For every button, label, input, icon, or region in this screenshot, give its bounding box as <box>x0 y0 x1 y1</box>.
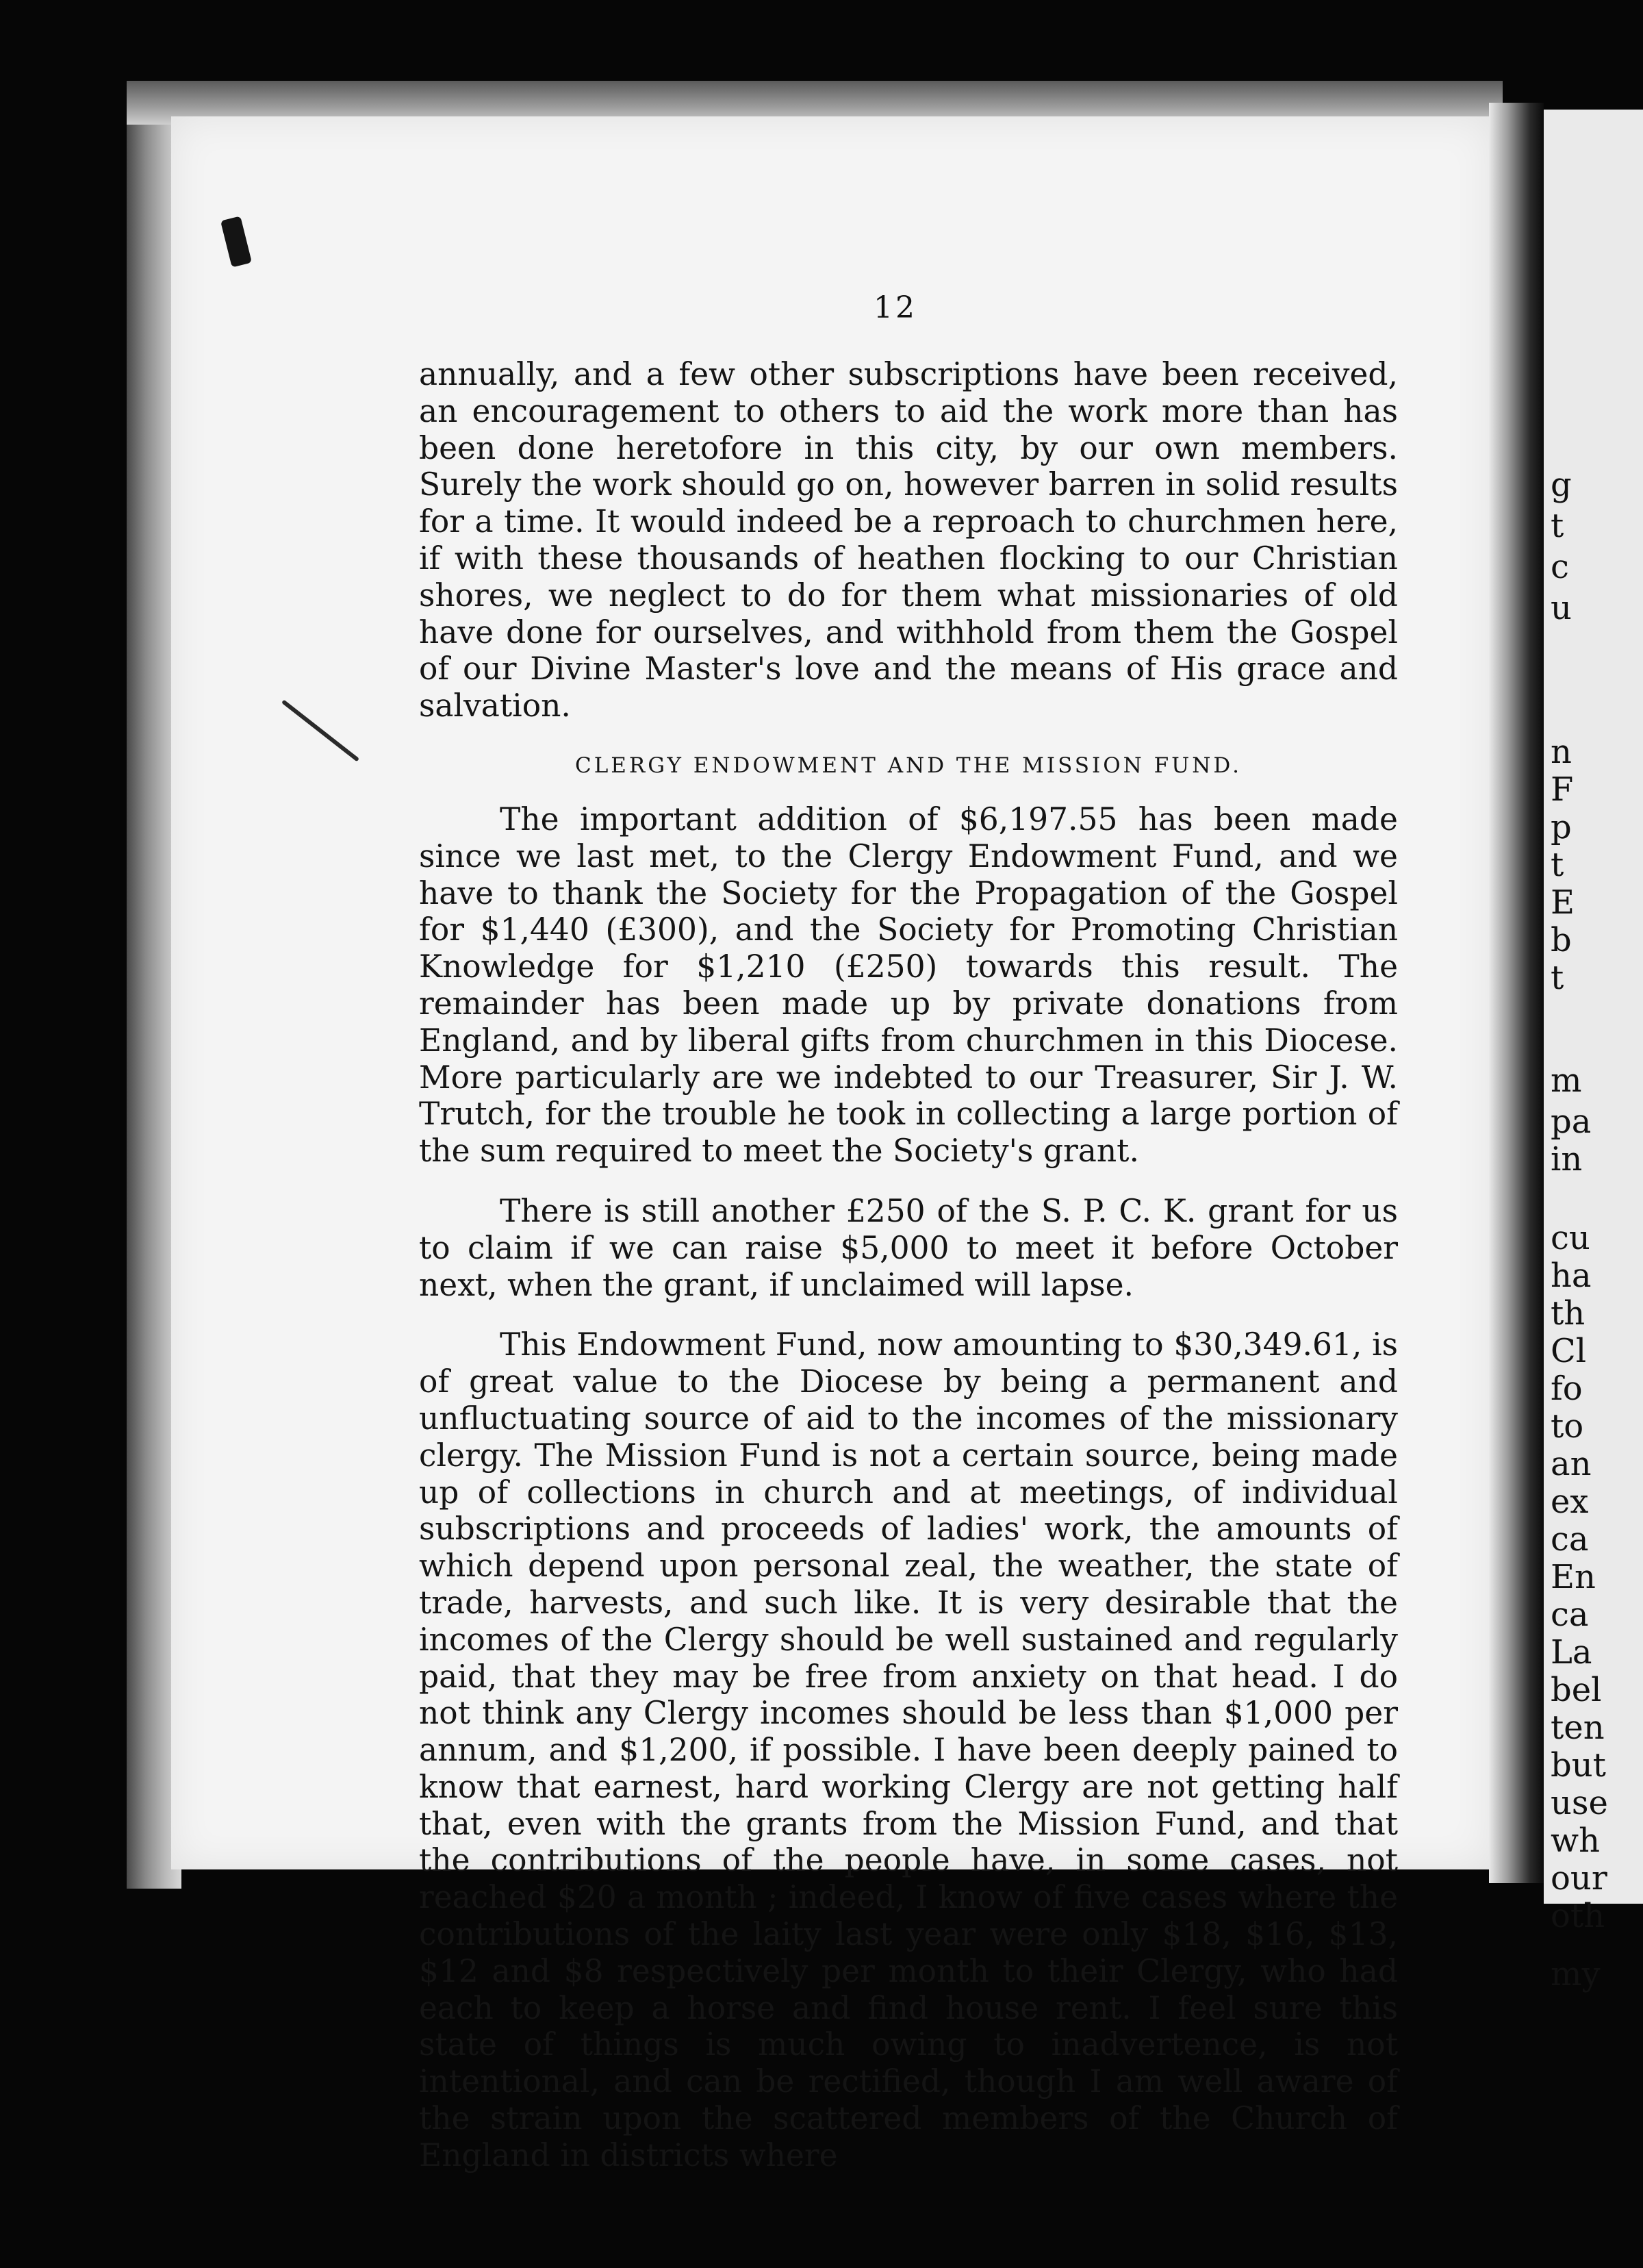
facing-page-fragment: t <box>1551 959 1564 997</box>
facing-page-fragment: cu <box>1551 1219 1590 1257</box>
facing-page-fragment: but <box>1551 1746 1606 1785</box>
facing-page-fragment: ex <box>1551 1483 1589 1521</box>
facing-page-fragment: ha <box>1551 1257 1592 1295</box>
paragraph: This Endowment Fund, now amounting to $30,349.61, is of great value to the Diocese by being a permanent and unfluctuating source of aid to the incomes of the missionary clergy. The Mission Fund is not a certain source, being made up of collections in church and at meetings, of individual subscriptions and proceeds of ladies' work, the amounts of which depend upon personal zeal, the weather, the state of trade, harvests, and such like. It is very desirable that the incomes of the Clergy should be well sustained and regularly paid, that they may be free from anxiety on that head. I do not think any Clergy incomes should be less than $1,000 per annum, and $1,200, if possible. I have been deeply pained to know that earnest, hard working Clergy are not getting half that, even with the grants from the Mission Fund, and that the contributions of the people have, in some cases, not reached $20 a month ; indeed, I know of five cases where the contributions of the laity last year were only $18, $16, $13, $12 and $8 respectively per month to their Clergy, who had each to keep a horse and find house rent. I feel sure this state of things is much owing to inadvertence, is not intentional, and can be rectified, though I am well aware of the strain upon the scattered members of the Church of England in districts where <box>419 1326 1398 2174</box>
facing-page-fragment: b <box>1551 921 1572 959</box>
facing-page-fragment: to <box>1551 1407 1584 1446</box>
facing-page-fragment: La <box>1551 1633 1592 1672</box>
facing-page-fragment: fo <box>1551 1370 1583 1408</box>
section-heading: CLERGY ENDOWMENT AND THE MISSION FUND. <box>574 753 1243 778</box>
facing-page-edge <box>1544 110 1643 1993</box>
page-text <box>419 356 1398 2174</box>
facing-page-fragment: ca <box>1551 1520 1589 1559</box>
facing-page-fragment: g <box>1551 466 1572 504</box>
paragraph: The important addition of $6,197.55 has been made since we last met, to the Clergy Endowment Fund, and we have to thank the Society for the Propagation of the Gospel for $1,440 (£300), and the Society for Promoting Christian Knowledge for $1,210 (£250) towards this result. The remainder has been made up by private donations from England, and by liberal gifts from churchmen in this Diocese. More particularly are we indebted to our Treasurer, Sir J. W. Trutch, for the trouble he took in collecting a large portion of the sum required to meet the Society's grant. <box>419 801 1398 1170</box>
facing-page-fragment: n <box>1551 733 1572 771</box>
facing-page-fragment: t <box>1551 846 1564 884</box>
facing-page-fragment: my <box>1551 1955 1601 1993</box>
page-number: 12 <box>874 290 917 325</box>
paragraph: annually, and a few other subscriptions have been received, an encouragement to others to aid the work more than has been done heretofore in this city, by our own members. Surely the work should go on, however barren in solid results for a time. It would indeed be a reproach to churchmen here, if with these thousands of heathen flocking to our Christian shores, we neglect to do for them what missionaries of old have done for ourselves, and withhold from them the Gospel of our Divine Master's love and the means of His grace and salvation. <box>419 356 1398 724</box>
facing-page-fragment: bel <box>1551 1671 1602 1709</box>
facing-page-fragment: E <box>1551 883 1575 922</box>
facing-page-fragment: wh <box>1551 1822 1600 1860</box>
page-gutter <box>1489 103 1544 1883</box>
facing-page-fragment: Cl <box>1551 1332 1587 1370</box>
facing-page-fragment: u <box>1551 589 1572 627</box>
paragraph: There is still another £250 of the S. P. C. K. grant for us to claim if we can raise $5,000 to meet it before October next, when the grant, if unclaimed will lapse. <box>419 1192 1398 1303</box>
facing-page-fragment: in <box>1551 1140 1583 1179</box>
facing-page-fragment: En <box>1551 1558 1596 1596</box>
facing-page-fragment: th <box>1551 1294 1585 1333</box>
facing-page-fragment: ten <box>1551 1709 1605 1747</box>
facing-page-fragment: our <box>1551 1859 1607 1898</box>
facing-page-fragment: ca <box>1551 1596 1589 1634</box>
facing-page-fragment: c <box>1551 548 1569 586</box>
facing-page-fragment: use <box>1551 1784 1608 1822</box>
facing-page-fragment: m <box>1551 1061 1582 1100</box>
facing-page-fragment: p <box>1551 808 1572 846</box>
facing-page-fragment: oth <box>1551 1897 1605 1935</box>
facing-page-fragment: F <box>1551 770 1574 809</box>
facing-page-fragment: an <box>1551 1445 1592 1483</box>
facing-page-fragment: pa <box>1551 1102 1592 1141</box>
facing-page-fragment: t <box>1551 507 1564 545</box>
